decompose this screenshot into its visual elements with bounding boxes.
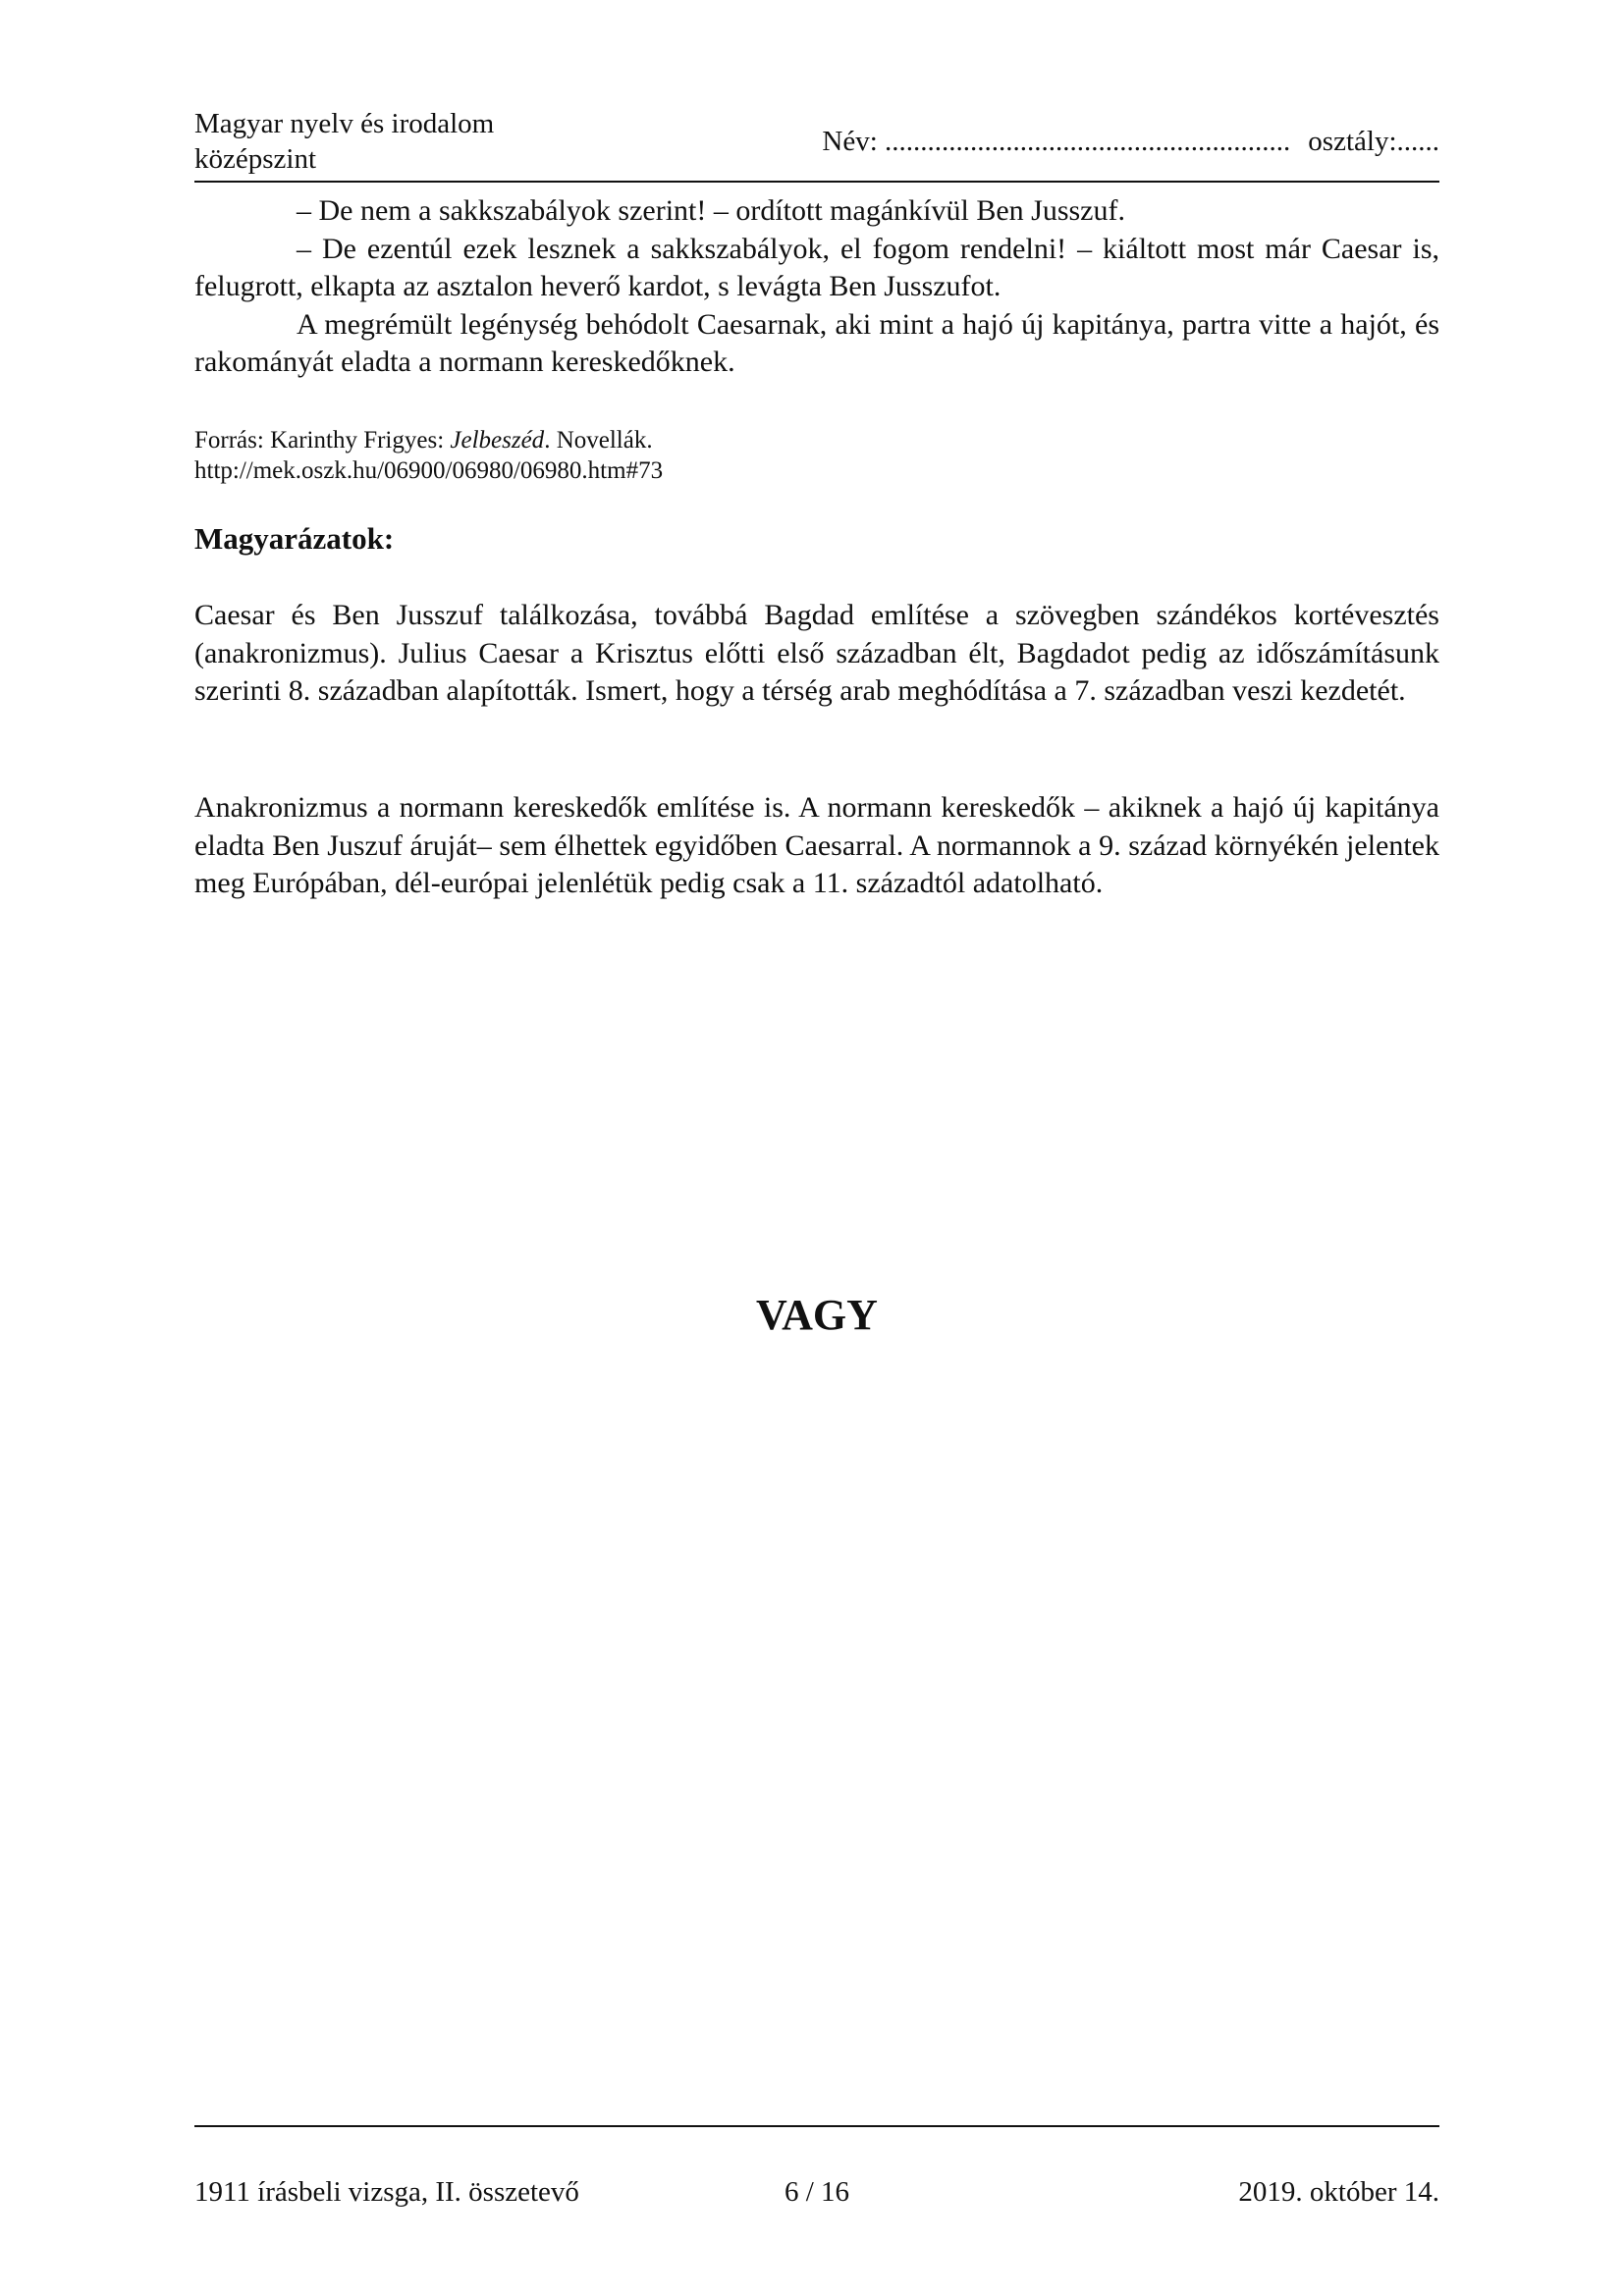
- exam-date: 2019. október 14.: [1238, 2176, 1439, 2208]
- exam-code: 1911 írásbeli vizsga, II. összetevő: [194, 2176, 579, 2208]
- footer-divider: [194, 2125, 1439, 2127]
- class-field: osztály:......: [1308, 126, 1439, 157]
- source-title: Jelbeszéd: [450, 427, 545, 454]
- page-number: 6 / 16: [784, 2176, 850, 2208]
- story-paragraph: – De nem a sakkszabályok szerint! – ordított magánkívül Ben Jusszuf.: [297, 194, 1125, 227]
- source-prefix: Forrás: Karinthy Frigyes:: [194, 427, 451, 454]
- header-divider: [194, 181, 1439, 183]
- subject-label: [194, 106, 494, 177]
- or-divider: VAGY: [756, 1291, 878, 1339]
- source-citation: [194, 425, 1439, 486]
- source-suffix: . Novellák.: [544, 427, 653, 454]
- student-fields: [822, 124, 1439, 159]
- source-line: [194, 425, 1439, 455]
- page-header: [194, 106, 1439, 183]
- story-excerpt: [194, 192, 1439, 382]
- subject-line-1: Magyar nyelv és irodalom: [194, 108, 495, 139]
- exam-page: [194, 0, 1439, 2296]
- explanations-heading: Magyarázatok:: [194, 521, 395, 556]
- subject-line-2: középszint: [194, 143, 317, 175]
- explanation-paragraph: Anakronizmus a normann kereskedők említése is. A normann kereskedők – akiknek a hajó új kapitánya eladta Ben Juszuf áruját– sem élhettek egyidőben Caesarral. A normannok a 9. század környékén jelentek meg Európában, dél-európai jelenlétük pedig csak a 11. századtól adatolható.: [194, 791, 1439, 899]
- explanation-paragraph: Caesar és Ben Jusszuf találkozása, továbbá Bagdad említése a szövegben szándékos kortévesztés (anakronizmus). Julius Caesar a Krisztus előtti első században élt, Bagdadot pedig az időszámításunk szerinti 8. században alapították. Ismert, hogy a térség arab meghódítása a 7. században veszi kezdetét.: [194, 599, 1439, 707]
- source-url: http://mek.oszk.hu/06900/06980/06980.htm#73: [194, 457, 664, 484]
- story-paragraph: – De ezentúl ezek lesznek a sakkszabályok, el fogom rendelni! – kiáltott most már Caesar is, felugrott, elkapta az asztalon heverő kardot, s levágta Ben Jusszufot.: [194, 232, 1439, 302]
- story-paragraph: A megrémült legénység behódolt Caesarnak, aki mint a hajó új kapitánya, partra vitte a hajót, és rakományát eladta a normann kereskedőknek.: [194, 307, 1439, 378]
- name-field: Név: .........................................................: [822, 126, 1291, 157]
- page-footer: [194, 2174, 1439, 2214]
